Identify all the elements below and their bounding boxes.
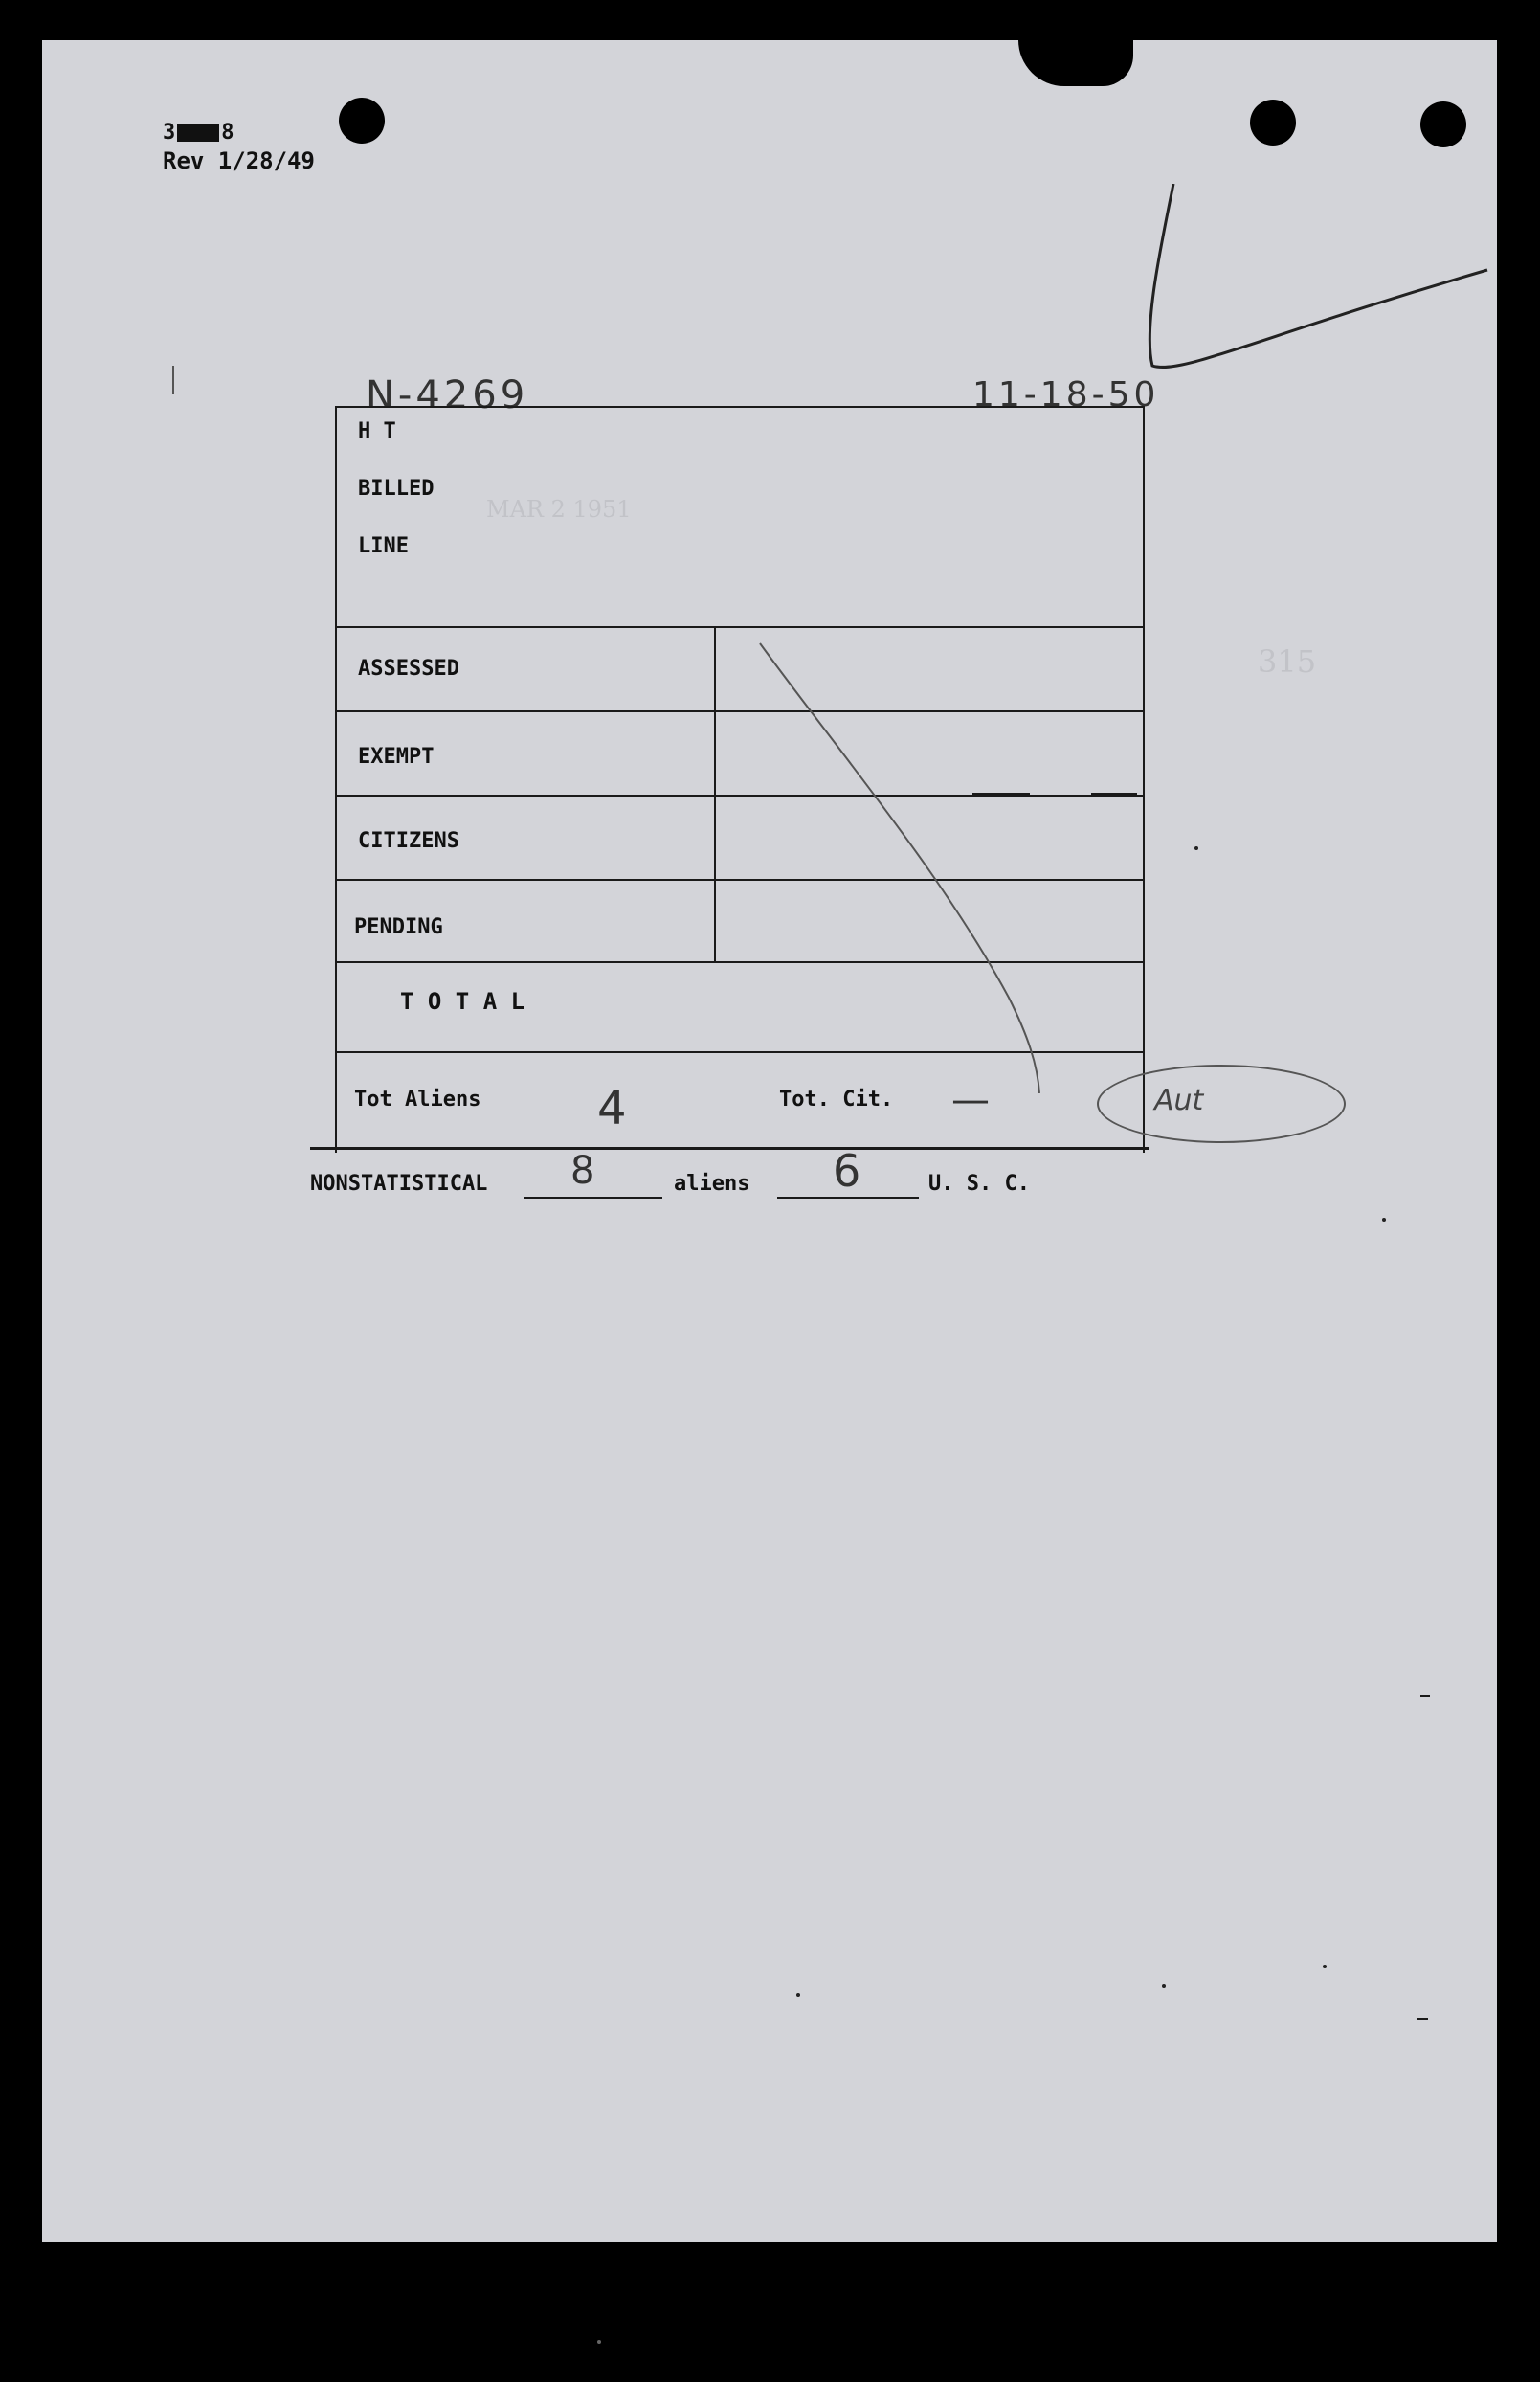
file-number: N-4269	[366, 373, 529, 417]
speck-outside	[597, 2340, 601, 2344]
tot-cit-label: Tot. Cit.	[779, 1088, 894, 1112]
page-number-stamp: 315	[1258, 643, 1317, 680]
line-label: LINE	[358, 534, 409, 558]
table-rule-1	[335, 626, 1145, 628]
total-label: T O T A L	[400, 988, 525, 1015]
aliens-label: aliens	[674, 1172, 750, 1196]
margin-dash	[1420, 1695, 1430, 1697]
billed-label: BILLED	[358, 477, 435, 501]
tot-aliens-value: 4	[597, 1082, 627, 1135]
table-column-divider	[714, 626, 716, 963]
tot-cit-value: —	[951, 1078, 990, 1122]
received-stamp-date: MAR 2 1951	[486, 496, 632, 523]
punch-hole-left	[339, 98, 385, 144]
row-label-exempt: EXEMPT	[358, 745, 435, 769]
nonstat-aliens-blank	[524, 1197, 662, 1199]
nonstat-usc-blank	[777, 1197, 919, 1199]
nonstat-usc-value: 6	[833, 1145, 861, 1197]
punch-hole-right-2	[1420, 101, 1466, 147]
exempt-dash-2	[1091, 793, 1137, 795]
form-revision: Rev 1/28/49	[163, 147, 315, 174]
nonstatistical-label: NONSTATISTICAL	[310, 1172, 488, 1196]
pencil-strike-line	[750, 634, 1114, 1093]
speck	[796, 1993, 800, 1997]
exempt-dash-1	[972, 793, 1030, 795]
speck	[1323, 1965, 1327, 1968]
speck	[1194, 846, 1198, 850]
document-page	[42, 40, 1497, 2242]
torn-edge-damage	[1018, 40, 1133, 86]
ht-label: H T	[358, 419, 396, 443]
row-label-pending: PENDING	[354, 915, 443, 939]
file-date: 11-18-50	[972, 375, 1160, 415]
row-label-assessed: ASSESSED	[358, 657, 459, 681]
row-label-citizens: CITIZENS	[358, 829, 459, 853]
table-rule-bottom	[310, 1147, 1149, 1150]
form-number: 3 8	[163, 121, 234, 145]
tot-aliens-label: Tot Aliens	[354, 1088, 481, 1112]
speck	[1162, 1984, 1166, 1988]
annotation-circle	[1097, 1065, 1346, 1143]
speck	[1382, 1218, 1386, 1222]
annotation-text: Aut	[1154, 1084, 1204, 1117]
check-mark	[1124, 184, 1497, 423]
usc-label: U. S. C.	[928, 1172, 1030, 1196]
margin-tick	[172, 366, 174, 394]
punch-hole-right-1	[1250, 100, 1296, 146]
margin-dash	[1417, 2018, 1428, 2020]
nonstat-aliens-value: 8	[570, 1149, 595, 1193]
